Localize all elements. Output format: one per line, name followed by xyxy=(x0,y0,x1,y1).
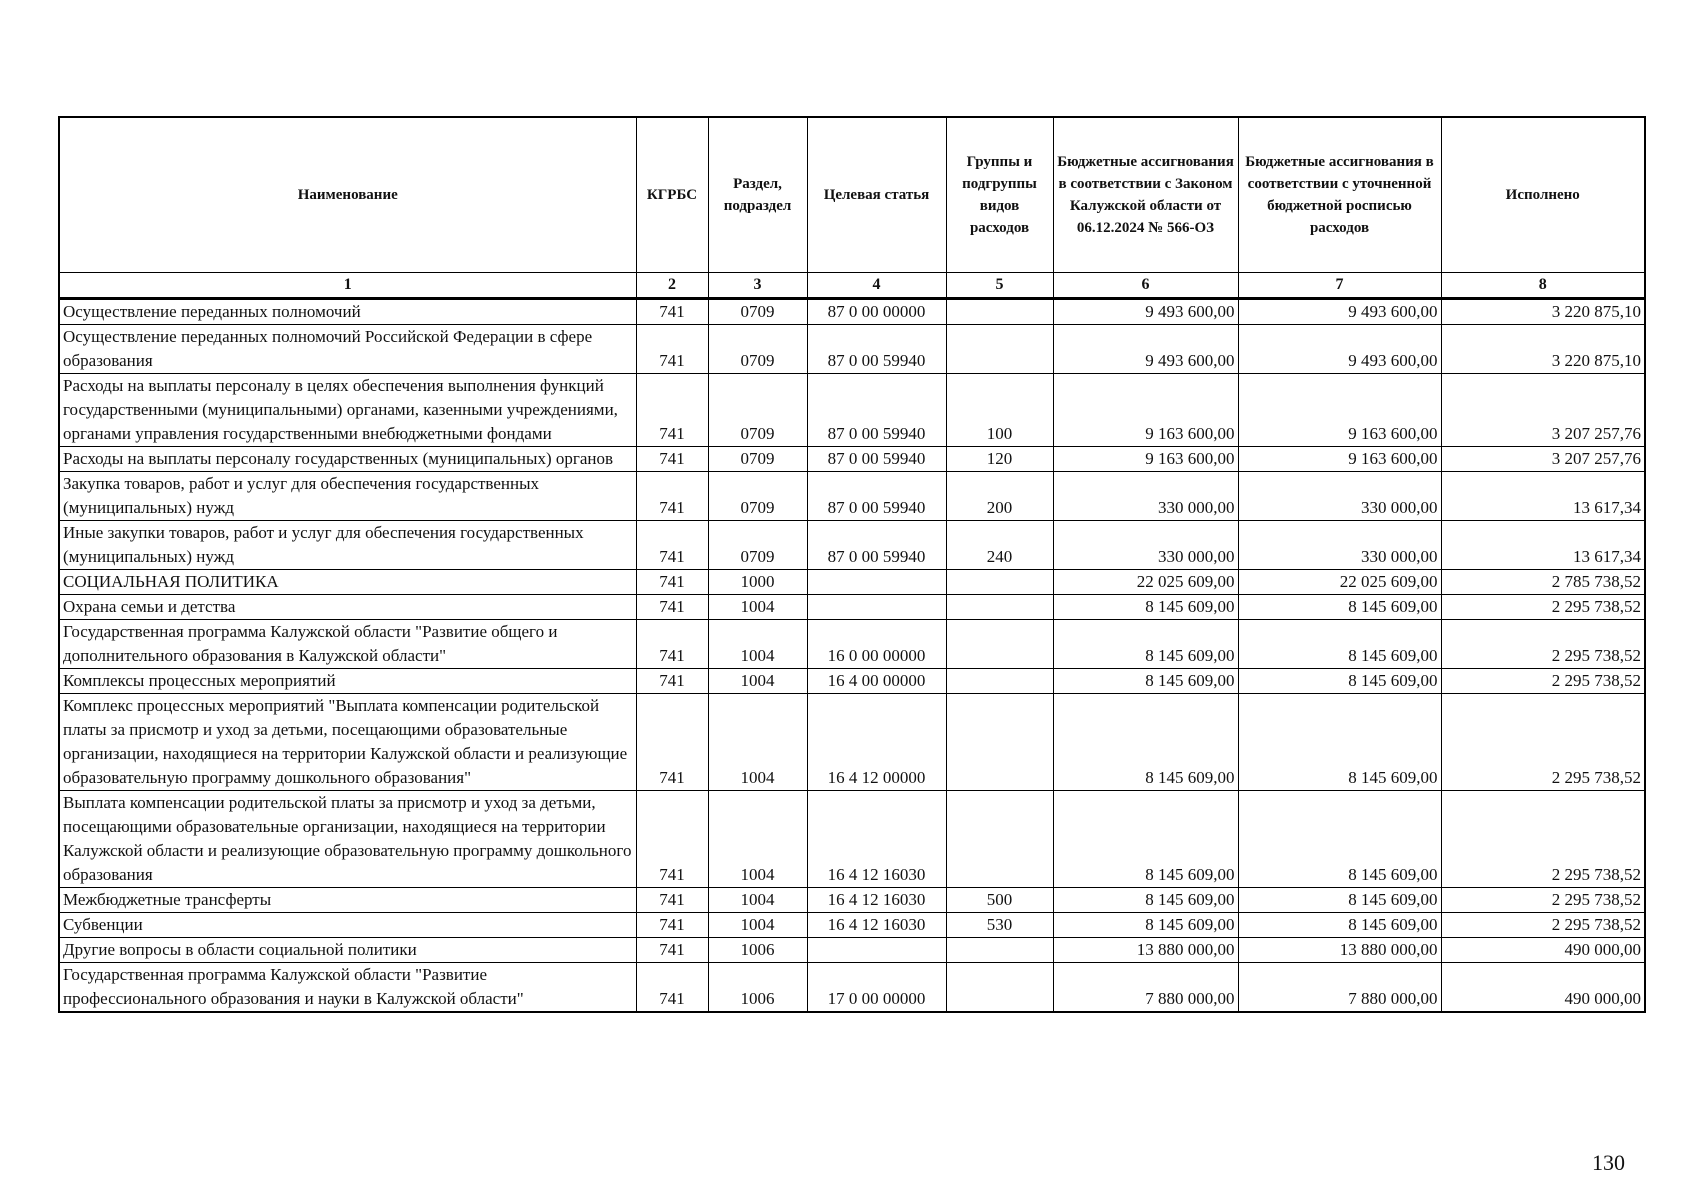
row-law-amount: 8 145 609,00 xyxy=(1053,693,1238,790)
row-executed-amount: 490 000,00 xyxy=(1441,962,1645,1012)
row-executed-amount: 3 220 875,10 xyxy=(1441,298,1645,324)
row-target: 87 0 00 00000 xyxy=(807,298,946,324)
row-name: Государственная программа Калужской области "Развитие общего и дополнительного образования в Калужской области" xyxy=(59,619,636,668)
row-law-amount: 13 880 000,00 xyxy=(1053,937,1238,962)
header-name: Наименование xyxy=(59,117,636,272)
row-refined-amount: 7 880 000,00 xyxy=(1238,962,1441,1012)
column-number: 6 xyxy=(1053,272,1238,298)
row-kgrbs: 741 xyxy=(636,298,708,324)
row-section: 1006 xyxy=(708,937,807,962)
column-number-row xyxy=(59,272,1645,298)
row-refined-amount: 8 145 609,00 xyxy=(1238,619,1441,668)
row-group xyxy=(946,569,1053,594)
row-kgrbs: 741 xyxy=(636,594,708,619)
table-row xyxy=(59,693,1645,790)
row-target: 87 0 00 59940 xyxy=(807,373,946,446)
row-group xyxy=(946,298,1053,324)
row-group: 120 xyxy=(946,446,1053,471)
row-executed-amount: 2 295 738,52 xyxy=(1441,619,1645,668)
column-number: 5 xyxy=(946,272,1053,298)
row-section: 0709 xyxy=(708,446,807,471)
row-refined-amount: 8 145 609,00 xyxy=(1238,693,1441,790)
table-row xyxy=(59,298,1645,324)
row-target: 16 4 12 16030 xyxy=(807,790,946,887)
row-section: 1004 xyxy=(708,594,807,619)
row-refined-amount: 8 145 609,00 xyxy=(1238,668,1441,693)
row-law-amount: 8 145 609,00 xyxy=(1053,619,1238,668)
row-executed-amount: 2 785 738,52 xyxy=(1441,569,1645,594)
row-section: 0709 xyxy=(708,324,807,373)
row-target: 16 4 00 00000 xyxy=(807,668,946,693)
table-row xyxy=(59,324,1645,373)
table-row xyxy=(59,912,1645,937)
row-executed-amount: 2 295 738,52 xyxy=(1441,594,1645,619)
row-law-amount: 8 145 609,00 xyxy=(1053,887,1238,912)
row-section: 1004 xyxy=(708,790,807,887)
row-executed-amount: 2 295 738,52 xyxy=(1441,790,1645,887)
row-section: 1004 xyxy=(708,912,807,937)
table-row xyxy=(59,373,1645,446)
table-row xyxy=(59,790,1645,887)
row-name: Выплата компенсации родительской платы за присмотр и уход за детьми, посещающими образовательные организации, находящиеся на территории Калужской области и реализующие образовательную программу дошкольного образования xyxy=(59,790,636,887)
row-name: Осуществление переданных полномочий xyxy=(59,298,636,324)
column-number: 3 xyxy=(708,272,807,298)
row-target xyxy=(807,594,946,619)
row-executed-amount: 3 220 875,10 xyxy=(1441,324,1645,373)
header-law: Бюджетные ассигнования в соответствии с Законом Калужской области от 06.12.2024 № 566-ОЗ xyxy=(1053,117,1238,272)
table-row xyxy=(59,619,1645,668)
row-refined-amount: 8 145 609,00 xyxy=(1238,790,1441,887)
row-target: 16 4 12 16030 xyxy=(807,912,946,937)
row-name: Расходы на выплаты персоналу в целях обеспечения выполнения функций государственными (муниципальными) органами, казенными учреждениями, органами управления государственными внебюджетными фондами xyxy=(59,373,636,446)
row-law-amount: 8 145 609,00 xyxy=(1053,668,1238,693)
row-target: 16 4 12 00000 xyxy=(807,693,946,790)
header-section: Раздел, подраздел xyxy=(708,117,807,272)
row-law-amount: 22 025 609,00 xyxy=(1053,569,1238,594)
row-group: 200 xyxy=(946,471,1053,520)
row-executed-amount: 3 207 257,76 xyxy=(1441,446,1645,471)
row-name: Закупка товаров, работ и услуг для обеспечения государственных (муниципальных) нужд xyxy=(59,471,636,520)
row-kgrbs: 741 xyxy=(636,693,708,790)
row-name: Государственная программа Калужской области "Развитие профессионального образования и науки в Калужской области" xyxy=(59,962,636,1012)
row-executed-amount: 3 207 257,76 xyxy=(1441,373,1645,446)
row-group xyxy=(946,693,1053,790)
row-name: Расходы на выплаты персоналу государственных (муниципальных) органов xyxy=(59,446,636,471)
row-target xyxy=(807,569,946,594)
row-section: 0709 xyxy=(708,298,807,324)
row-kgrbs: 741 xyxy=(636,619,708,668)
row-group xyxy=(946,594,1053,619)
table-body xyxy=(59,298,1645,1012)
header-target: Целевая статья xyxy=(807,117,946,272)
row-law-amount: 9 163 600,00 xyxy=(1053,373,1238,446)
row-executed-amount: 2 295 738,52 xyxy=(1441,693,1645,790)
column-number: 1 xyxy=(59,272,636,298)
table-row xyxy=(59,594,1645,619)
row-section: 1004 xyxy=(708,693,807,790)
row-group xyxy=(946,668,1053,693)
row-section: 1004 xyxy=(708,619,807,668)
row-group xyxy=(946,324,1053,373)
row-law-amount: 330 000,00 xyxy=(1053,520,1238,569)
row-executed-amount: 2 295 738,52 xyxy=(1441,668,1645,693)
table-row xyxy=(59,471,1645,520)
table-row xyxy=(59,446,1645,471)
row-kgrbs: 741 xyxy=(636,937,708,962)
row-section: 1000 xyxy=(708,569,807,594)
row-law-amount: 8 145 609,00 xyxy=(1053,912,1238,937)
row-law-amount: 8 145 609,00 xyxy=(1053,790,1238,887)
header-refined: Бюджетные ассигнования в соответствии с уточненной бюджетной росписью расходов xyxy=(1238,117,1441,272)
row-group xyxy=(946,619,1053,668)
row-executed-amount: 490 000,00 xyxy=(1441,937,1645,962)
row-section: 0709 xyxy=(708,471,807,520)
row-section: 0709 xyxy=(708,373,807,446)
row-name: Комплексы процессных мероприятий xyxy=(59,668,636,693)
row-target: 16 0 00 00000 xyxy=(807,619,946,668)
row-executed-amount: 13 617,34 xyxy=(1441,471,1645,520)
row-refined-amount: 22 025 609,00 xyxy=(1238,569,1441,594)
row-name: Иные закупки товаров, работ и услуг для обеспечения государственных (муниципальных) нужд xyxy=(59,520,636,569)
budget-table xyxy=(58,116,1646,1013)
row-target: 87 0 00 59940 xyxy=(807,324,946,373)
row-refined-amount: 9 493 600,00 xyxy=(1238,324,1441,373)
row-name: СОЦИАЛЬНАЯ ПОЛИТИКА xyxy=(59,569,636,594)
row-target: 17 0 00 00000 xyxy=(807,962,946,1012)
row-target: 87 0 00 59940 xyxy=(807,446,946,471)
row-group: 100 xyxy=(946,373,1053,446)
row-kgrbs: 741 xyxy=(636,324,708,373)
table-row xyxy=(59,887,1645,912)
row-name: Комплекс процессных мероприятий "Выплата компенсации родительской платы за присмотр и уход за детьми, посещающими образовательные организации, находящиеся на территории Калужской области и реализующие образовательную программу дошкольного образования" xyxy=(59,693,636,790)
row-name: Охрана семьи и детства xyxy=(59,594,636,619)
row-refined-amount: 9 493 600,00 xyxy=(1238,298,1441,324)
row-kgrbs: 741 xyxy=(636,962,708,1012)
table-row xyxy=(59,962,1645,1012)
row-name: Межбюджетные трансферты xyxy=(59,887,636,912)
row-kgrbs: 741 xyxy=(636,790,708,887)
row-law-amount: 9 493 600,00 xyxy=(1053,298,1238,324)
row-refined-amount: 8 145 609,00 xyxy=(1238,912,1441,937)
header-kgrbs: КГРБС xyxy=(636,117,708,272)
row-section: 0709 xyxy=(708,520,807,569)
row-executed-amount: 13 617,34 xyxy=(1441,520,1645,569)
row-kgrbs: 741 xyxy=(636,373,708,446)
row-name: Субвенции xyxy=(59,912,636,937)
row-group xyxy=(946,937,1053,962)
row-law-amount: 7 880 000,00 xyxy=(1053,962,1238,1012)
row-section: 1006 xyxy=(708,962,807,1012)
row-refined-amount: 13 880 000,00 xyxy=(1238,937,1441,962)
header-groups: Группы и подгруппы видов расходов xyxy=(946,117,1053,272)
row-kgrbs: 741 xyxy=(636,887,708,912)
row-law-amount: 9 163 600,00 xyxy=(1053,446,1238,471)
table-row xyxy=(59,569,1645,594)
row-group xyxy=(946,790,1053,887)
header-executed: Исполнено xyxy=(1441,117,1645,272)
row-refined-amount: 8 145 609,00 xyxy=(1238,594,1441,619)
row-executed-amount: 2 295 738,52 xyxy=(1441,912,1645,937)
row-group: 240 xyxy=(946,520,1053,569)
column-number: 4 xyxy=(807,272,946,298)
row-kgrbs: 741 xyxy=(636,569,708,594)
row-refined-amount: 9 163 600,00 xyxy=(1238,446,1441,471)
table-header-row xyxy=(59,117,1645,272)
row-refined-amount: 330 000,00 xyxy=(1238,520,1441,569)
row-target: 16 4 12 16030 xyxy=(807,887,946,912)
table-row xyxy=(59,937,1645,962)
column-number: 8 xyxy=(1441,272,1645,298)
column-number: 2 xyxy=(636,272,708,298)
row-target: 87 0 00 59940 xyxy=(807,520,946,569)
row-kgrbs: 741 xyxy=(636,446,708,471)
row-law-amount: 330 000,00 xyxy=(1053,471,1238,520)
row-kgrbs: 741 xyxy=(636,912,708,937)
page-number: 130 xyxy=(1592,1150,1625,1175)
row-law-amount: 9 493 600,00 xyxy=(1053,324,1238,373)
row-refined-amount: 8 145 609,00 xyxy=(1238,887,1441,912)
row-kgrbs: 741 xyxy=(636,471,708,520)
row-name: Другие вопросы в области социальной политики xyxy=(59,937,636,962)
row-law-amount: 8 145 609,00 xyxy=(1053,594,1238,619)
row-executed-amount: 2 295 738,52 xyxy=(1441,887,1645,912)
row-name: Осуществление переданных полномочий Российской Федерации в сфере образования xyxy=(59,324,636,373)
row-kgrbs: 741 xyxy=(636,520,708,569)
table-row xyxy=(59,668,1645,693)
row-section: 1004 xyxy=(708,668,807,693)
table-row xyxy=(59,520,1645,569)
row-target xyxy=(807,937,946,962)
row-refined-amount: 9 163 600,00 xyxy=(1238,373,1441,446)
column-number: 7 xyxy=(1238,272,1441,298)
row-group: 500 xyxy=(946,887,1053,912)
row-refined-amount: 330 000,00 xyxy=(1238,471,1441,520)
row-group: 530 xyxy=(946,912,1053,937)
row-section: 1004 xyxy=(708,887,807,912)
row-kgrbs: 741 xyxy=(636,668,708,693)
row-group xyxy=(946,962,1053,1012)
row-target: 87 0 00 59940 xyxy=(807,471,946,520)
